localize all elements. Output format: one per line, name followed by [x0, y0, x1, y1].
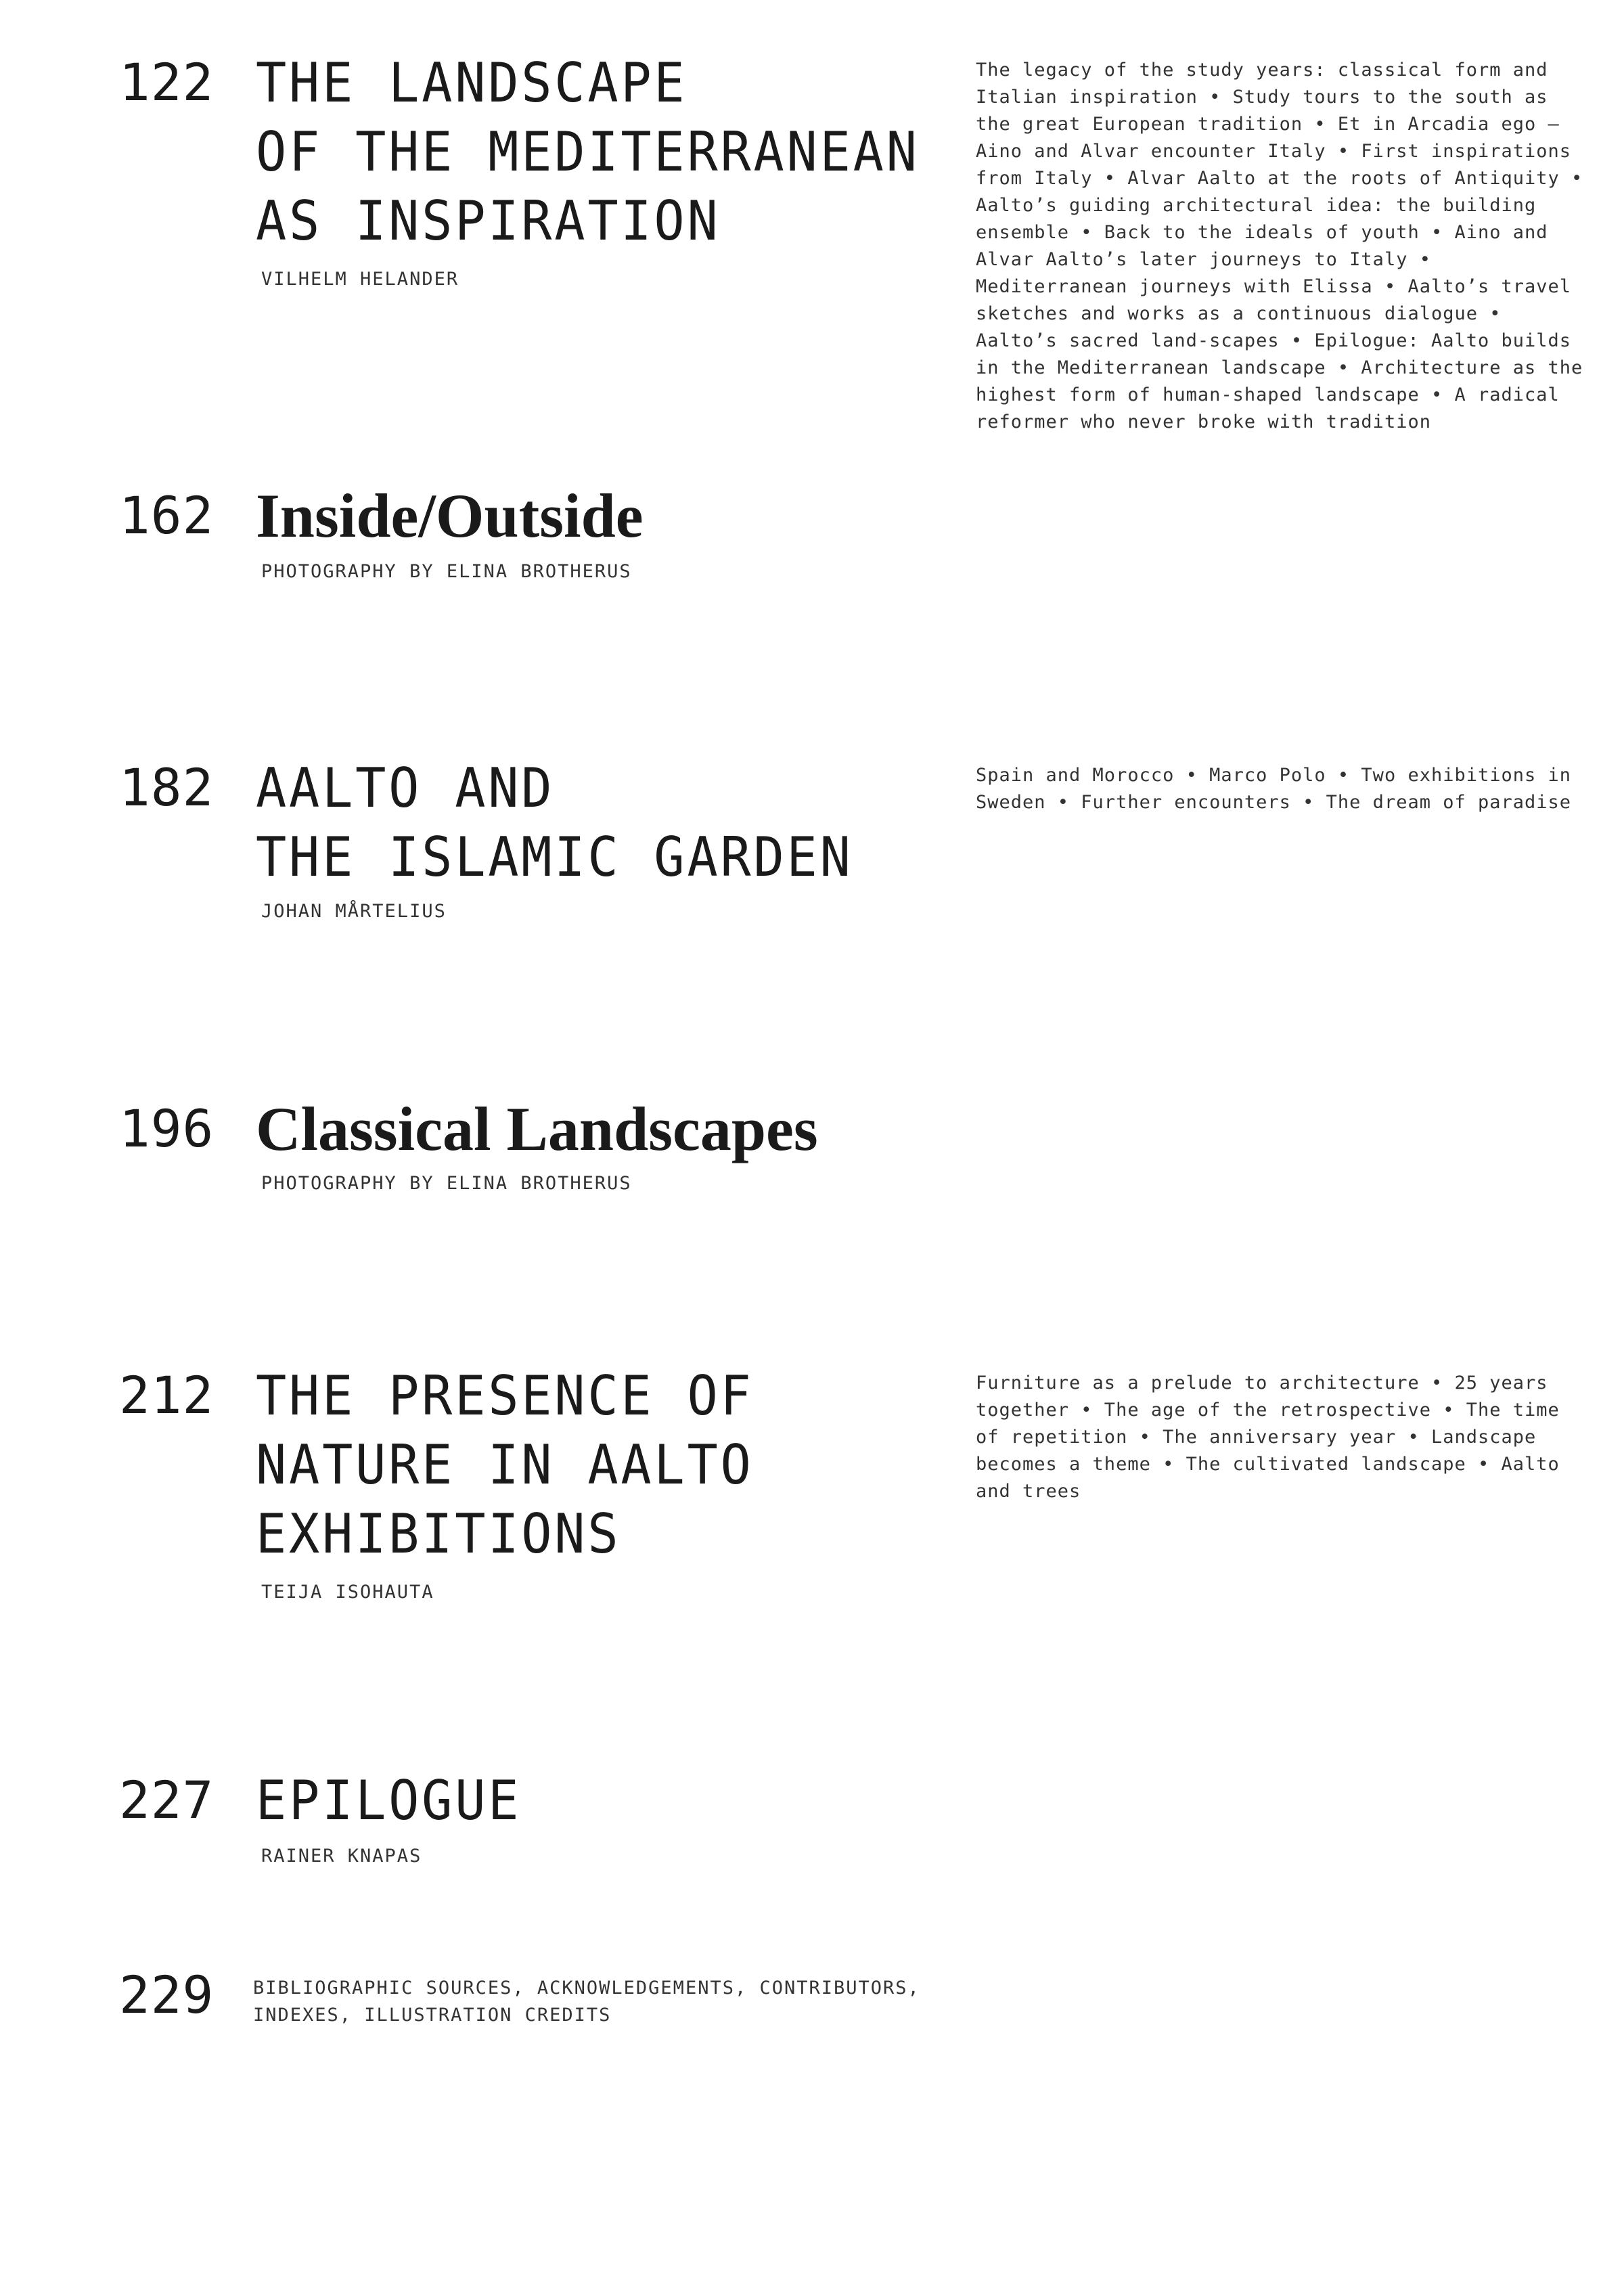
chapter-author: PHOTOGRAPHY BY ELINA BROTHERUS — [261, 1173, 632, 1194]
page-number: 229 — [119, 1965, 215, 2025]
page-number: 196 — [119, 1098, 215, 1159]
backmatter-list: BIBLIOGRAPHIC SOURCES, ACKNOWLEDGEMENTS, CONTRIBUTORS, INDEXES, ILLUSTRATION CREDITS — [253, 1978, 920, 2026]
chapter-summary: The legacy of the study years: classical form and Italian inspiration • Study tours to the south as the great European tradition • Et in Arcadia ego – Aino and Alvar encounter Italy • First inspirations from Italy • Alvar Aalto at the roots of Antiquity • Aalto’s guiding architectural idea: the building ensemble • Back to the ideals of youth • Aino and Alvar Aalto’s later journeys to Italy • Mediterranean journeys with Elissa • Aalto’s travel sketches and works as a continuous dialogue • Aalto’s sacred land-scapes • Epilogue: Aalto builds in the Mediterranean landscape • Architecture as the highest form of human-shaped landscape • A radical reformer who never broke with tradition — [976, 60, 1583, 432]
chapter-author: TEIJA ISOHAUTA — [261, 1582, 434, 1603]
chapter-author: JOHAN MÅRTELIUS — [261, 901, 447, 922]
chapter-author: RAINER KNAPAS — [261, 1846, 422, 1867]
chapter-title: Classical Landscapes — [256, 1094, 818, 1163]
page-number: 227 — [119, 1770, 215, 1830]
page-number: 182 — [119, 757, 215, 818]
chapter-title: Inside/Outside — [256, 481, 644, 550]
chapter-author: PHOTOGRAPHY BY ELINA BROTHERUS — [261, 561, 632, 582]
chapter-title: AALTO AND THE ISLAMIC GARDEN — [256, 757, 853, 889]
page-number: 212 — [119, 1365, 215, 1425]
chapter-author: VILHELM HELANDER — [261, 269, 459, 290]
chapter-summary: Furniture as a prelude to architecture • 25 years together • The age of the retrospective • The time of repetition • The anniversary year • Landscape becomes a theme • The cultivated landscape • Aalto and trees — [976, 1373, 1560, 1502]
chapter-title: EPILOGUE — [256, 1769, 522, 1832]
chapter-title: THE PRESENCE OF NATURE IN AALTO EXHIBITIONS — [256, 1364, 754, 1565]
chapter-title: THE LANDSCAPE OF THE MEDITERRANEAN AS INSPIRATION — [256, 51, 920, 252]
page-number: 122 — [119, 52, 215, 112]
chapter-summary: Spain and Morocco • Marco Polo • Two exhibitions in Sweden • Further encounters • The dream of paradise — [976, 765, 1572, 813]
page-number: 162 — [119, 485, 215, 545]
